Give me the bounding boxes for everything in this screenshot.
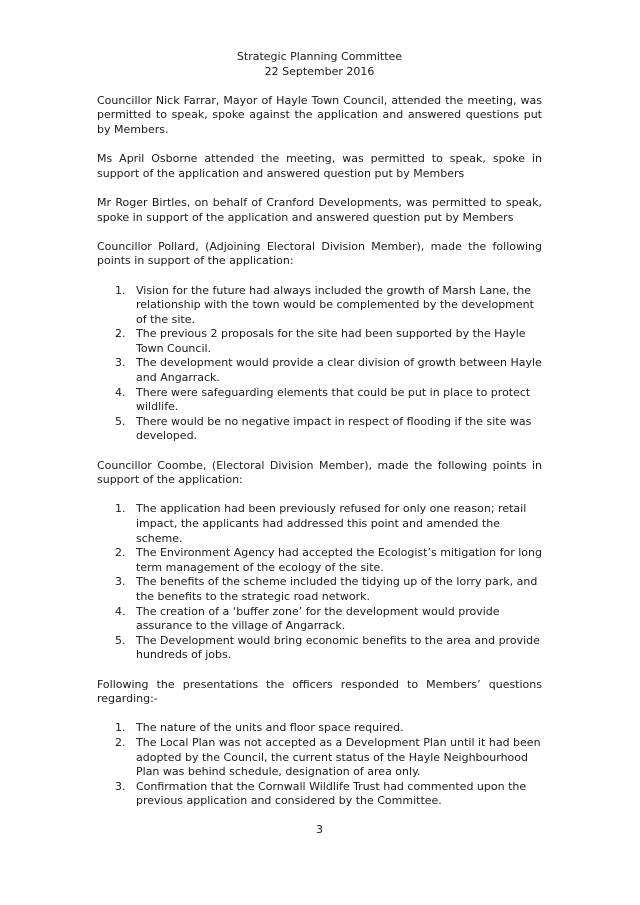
paragraph-birtles: Mr Roger Birtles, on behalf of Cranford Developments, was permitted to speak, spoke in support of the application and answered question put by Members bbox=[97, 195, 542, 224]
list-item-marker: 1. bbox=[115, 721, 126, 735]
list-item-text: Vision for the future had always included the growth of Marsh Lane, the relationship with the town would be complemented by the development of the site. bbox=[136, 283, 534, 326]
document-title: Strategic Planning Committee bbox=[236, 50, 403, 63]
list-item bbox=[97, 721, 542, 736]
list-item-text: The benefits of the scheme included the tidying up of the lorry park, and the benefits to the strategic road network. bbox=[136, 575, 538, 603]
pollard-points-list bbox=[97, 284, 542, 445]
list-item-text: The Development would bring economic benefits to the area and provide hundreds of jobs. bbox=[136, 633, 540, 662]
list-item-text: There were safeguarding elements that could be put in place to protect wildlife. bbox=[136, 385, 531, 414]
list-item bbox=[97, 634, 542, 663]
list-item-marker: 5. bbox=[115, 633, 126, 647]
list-item bbox=[97, 356, 542, 385]
list-item-marker: 2. bbox=[115, 735, 126, 749]
list-item bbox=[97, 415, 542, 444]
list-item-text: Confirmation that the Cornwall Wildlife Trust had commented upon the previous application and considered by the Committee. bbox=[136, 779, 527, 808]
list-item bbox=[97, 386, 542, 415]
list-item bbox=[97, 575, 542, 604]
paragraph-pollard: Councillor Pollard, (Adjoining Electoral Division Member), made the following points in support of the application: bbox=[97, 239, 542, 268]
list-item bbox=[97, 605, 542, 634]
officer-responses-list bbox=[97, 721, 542, 809]
list-item-marker: 3. bbox=[115, 575, 126, 589]
list-item-marker: 3. bbox=[115, 356, 126, 370]
list-item bbox=[97, 284, 542, 328]
list-item-marker: 5. bbox=[115, 414, 126, 428]
list-item bbox=[97, 502, 542, 546]
list-item-marker: 1. bbox=[115, 283, 126, 297]
paragraph-following: Following the presentations the officers responded to Members’ questions regarding:- bbox=[97, 677, 542, 706]
document-header bbox=[97, 50, 542, 79]
list-item-marker: 3. bbox=[115, 779, 126, 793]
list-item-text: The Local Plan was not accepted as a Development Plan until it had been adopted by the Council, the current status of the Hayle Neighbourhood Plan was behind schedule, designation of area only. bbox=[136, 735, 541, 779]
paragraph-coombe: Councillor Coombe, (Electoral Division Member), made the following points in support of the application: bbox=[97, 458, 542, 487]
paragraph-farrar: Councillor Nick Farrar, Mayor of Hayle Town Council, attended the meeting, was permitted to speak, spoke against the application and answered questions put by Members. bbox=[97, 93, 542, 136]
paragraph-osborne: Ms April Osborne attended the meeting, was permitted to speak, spoke in support of the application and answered question put by Members bbox=[97, 152, 542, 180]
list-item bbox=[97, 736, 542, 780]
list-item-text: The application had been previously refused for only one reason; retail impact, the applicants had addressed this point and amended the scheme. bbox=[136, 502, 527, 545]
list-item-marker: 4. bbox=[115, 604, 126, 618]
list-item-marker: 1. bbox=[115, 502, 126, 516]
coombe-points-list bbox=[97, 502, 542, 663]
list-item-text: The nature of the units and floor space required. bbox=[136, 721, 404, 735]
list-item bbox=[97, 327, 542, 356]
list-item-text: The Environment Agency had accepted the Ecologist’s mitigation for long term management of the ecology of the site. bbox=[136, 546, 542, 574]
list-item bbox=[97, 780, 542, 809]
list-item-text: There would be no negative impact in respect of flooding if the site was developed. bbox=[136, 414, 532, 443]
page-number: 3 bbox=[316, 823, 323, 837]
document-date: 22 September 2016 bbox=[264, 64, 375, 78]
list-item-marker: 2. bbox=[115, 546, 126, 560]
list-item-text: The development would provide a clear division of growth between Hayle and Angarrack. bbox=[136, 356, 542, 385]
list-item bbox=[97, 546, 542, 575]
list-item-text: The previous 2 proposals for the site had been supported by the Hayle Town Council. bbox=[136, 327, 526, 355]
list-item-text: The creation of a ‘buffer zone’ for the development would provide assurance to the village of Angarrack. bbox=[136, 604, 500, 633]
list-item-marker: 2. bbox=[115, 327, 126, 341]
list-item-marker: 4. bbox=[115, 385, 126, 399]
